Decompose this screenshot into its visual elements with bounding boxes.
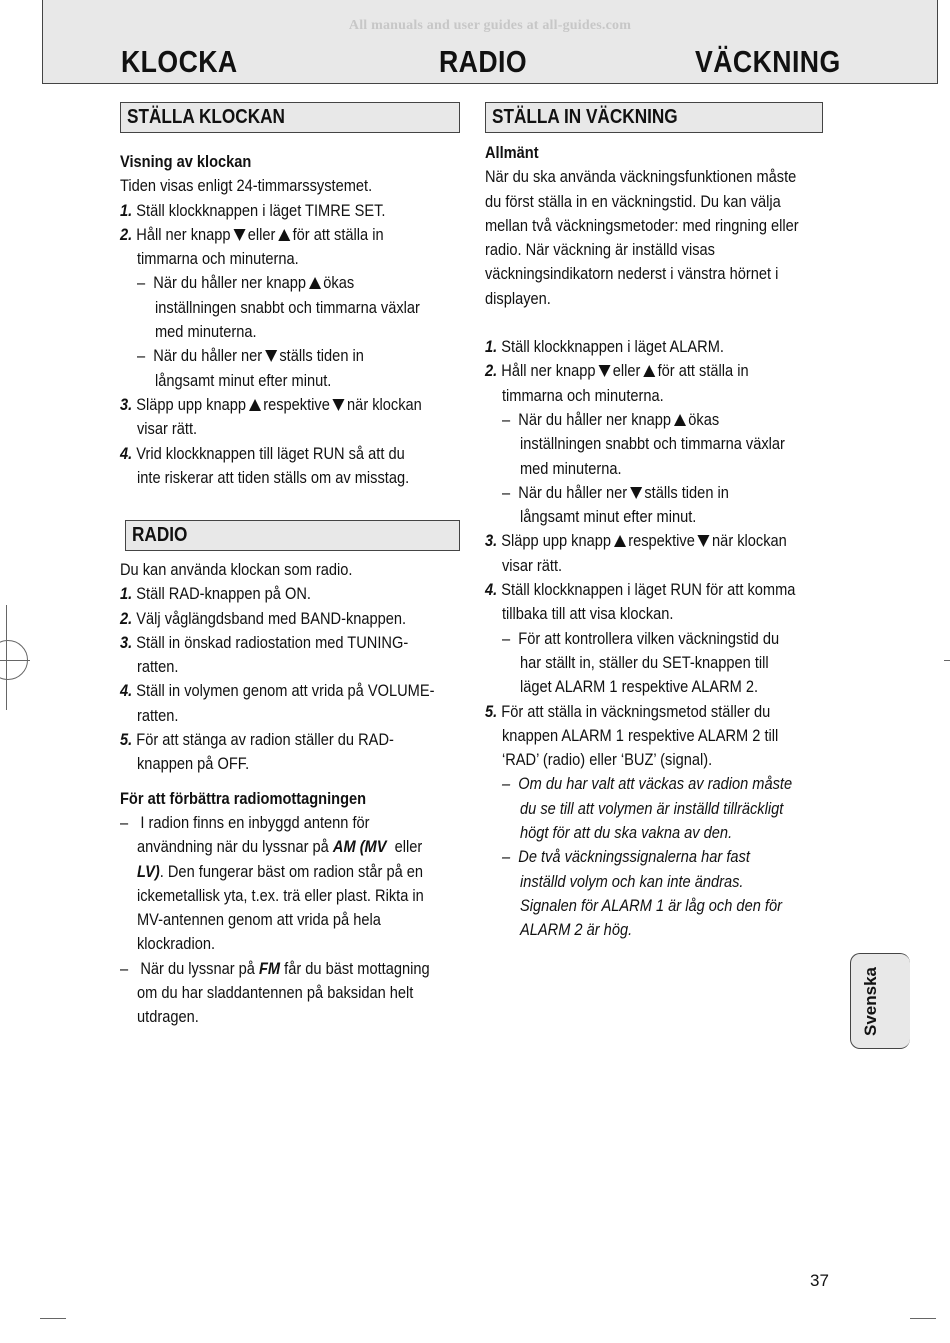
radio-improve-heading: För att förbättra radiomottagningen (120, 788, 367, 808)
clock-step-3-cont: visar rätt. (137, 419, 198, 439)
crop-mark (40, 1318, 66, 1319)
radio-step-3-cont: ratten. (137, 657, 179, 677)
radio-step-4: Ställ in volymen genom att vrida på VOLUME- (136, 681, 435, 701)
clock-step-4-cont: inte riskerar att tiden ställs om av misstag. (137, 467, 410, 487)
radio-tip-1-cont: MV-antennen genom att vrida på hela (137, 910, 381, 930)
clock-detail-2-text: ställs tiden in (279, 346, 364, 366)
alarm-detail-1: När du håller ner knapp (518, 409, 672, 429)
alarm-detail-5-cont: Signalen för ALARM 1 är låg och den för (520, 895, 782, 915)
alarm-step-4-cont: tillbaka till att visa klockan. (502, 604, 674, 624)
alarm-detail-2: När du håller ner (518, 482, 628, 502)
step-number: 1. (485, 337, 498, 357)
language-tab-label: Svenska (861, 967, 880, 1036)
alarm-step-3: Släpp upp knapp (501, 531, 612, 551)
alarm-general-text: mellan två väckningsmetoder: med ringning eller (485, 215, 799, 235)
clock-step-2-text: eller (247, 224, 276, 244)
fm-band-label: FM (258, 958, 281, 978)
up-arrow-icon (643, 365, 655, 377)
crop-mark (910, 1318, 936, 1319)
down-arrow-icon (697, 535, 709, 547)
radio-tip-1-text: eller (394, 837, 423, 857)
clock-step-2-text: för att ställa in (292, 224, 384, 244)
clock-step-3: Släpp upp knapp (136, 394, 247, 414)
alarm-step-2-cont: timmarna och minuterna. (502, 385, 664, 405)
clock-step-1: Ställ klockknappen i läget TIMRE SET. (136, 200, 386, 220)
section-heading-radio: RADIO (125, 520, 460, 551)
radio-tip-2-cont: om du har sladdantennen på baksidan helt (137, 983, 414, 1003)
alarm-step-2-text: eller (612, 361, 641, 381)
alarm-general-text: du först ställa in en väckningstid. Du kan välja (485, 191, 781, 211)
alarm-detail-4-cont: du se till att volymen är inställd tillräckligt (520, 798, 784, 818)
step-number: 4. (120, 443, 133, 463)
step-number: 5. (485, 701, 498, 721)
radio-tip-2: När du lyssnar på (140, 958, 255, 978)
dash: – (502, 774, 511, 794)
dash: – (502, 482, 511, 502)
up-arrow-icon (249, 399, 261, 411)
am-band-label: AM (MV (332, 837, 387, 857)
step-number: 5. (120, 730, 133, 750)
clock-detail-1-text: ökas (323, 273, 355, 293)
radio-step-1: Ställ RAD-knappen på ON. (136, 584, 311, 604)
clock-detail-1-cont: inställningen snabbt och timmarna växlar (155, 297, 420, 317)
alarm-step-3-text: respektive (628, 531, 695, 551)
lv-band-label: LV) (137, 861, 160, 881)
section-heading-clock: STÄLLA KLOCKAN (120, 102, 460, 133)
clock-step-4: Vrid klockknappen till läget RUN så att du (136, 443, 405, 463)
alarm-detail-1-cont: inställningen snabbt och timmarna växlar (520, 434, 785, 454)
alarm-detail-4-cont: högt för att du ska vakna av den. (520, 823, 733, 843)
dash: – (502, 628, 511, 648)
radio-tip-1-cont: ickemetallisk yta, t.ex. trä eller plast. Rikta in (137, 885, 424, 905)
alarm-detail-3: För att kontrollera vilken väckningstid du (518, 628, 780, 648)
clock-step-3-text: när klockan (347, 394, 422, 414)
radio-tip-1: I radion finns en inbyggd antenn för (140, 812, 370, 832)
radio-tip-1-cont: klockradion. (137, 934, 216, 954)
down-arrow-icon (598, 365, 610, 377)
alarm-detail-3-cont: har ställt in, ställer du SET-knappen till (520, 652, 769, 672)
step-number: 4. (485, 580, 498, 600)
alarm-section-body (485, 141, 905, 943)
step-number: 3. (120, 632, 133, 652)
alarm-general-text: När du ska använda väckningsfunktionen måste (485, 167, 797, 187)
step-number: 4. (120, 681, 133, 701)
down-arrow-icon (265, 350, 277, 362)
clock-step-2-cont: timmarna och minuterna. (137, 249, 299, 269)
radio-tip-1-text: användning när du lyssnar på (137, 837, 329, 857)
alarm-subheading: Allmänt (485, 143, 539, 162)
alarm-detail-2-cont: långsamt minut efter minut. (520, 507, 697, 527)
radio-step-2: Välj våglängdsband med BAND-knappen. (136, 608, 407, 628)
dash: – (120, 958, 129, 978)
radio-step-3: Ställ in önskad radiostation med TUNING- (136, 632, 409, 652)
section-heading-alarm: STÄLLA IN VÄCKNING (485, 102, 823, 133)
page-number: 37 (810, 1271, 829, 1290)
dash: – (120, 812, 129, 832)
alarm-detail-5-cont: inställd volym och kan inte ändras. (520, 871, 744, 891)
alarm-detail-4: Om du har valt att väckas av radion måste (518, 774, 793, 794)
up-arrow-icon (309, 277, 321, 289)
alarm-general-text: radio. När väckning är inställd visas (485, 240, 715, 260)
radio-step-4-cont: ratten. (137, 705, 179, 725)
clock-subheading: Visning av klockan (120, 152, 252, 171)
step-number: 2. (485, 361, 498, 381)
up-arrow-icon (674, 414, 686, 426)
dash: – (137, 346, 146, 366)
dash: – (502, 847, 511, 867)
alarm-detail-5: De två väckningssignalerna har fast (518, 847, 750, 867)
clock-detail-1-cont: med minuterna. (155, 322, 257, 342)
alarm-step-5-cont: ‘RAD’ (radio) eller ‘BUZ’ (signal). (502, 750, 713, 770)
down-arrow-icon (332, 399, 344, 411)
alarm-step-5-cont: knappen ALARM 1 respektive ALARM 2 till (502, 725, 779, 745)
clock-detail-2-cont: långsamt minut efter minut. (155, 370, 332, 390)
radio-tip-2-text: får du bäst mottagning (284, 958, 430, 978)
clock-detail-2: När du håller ner (153, 346, 263, 366)
alarm-detail-2-text: ställs tiden in (644, 482, 729, 502)
alarm-step-2-text: för att ställa in (657, 361, 749, 381)
registration-mark (944, 660, 950, 661)
title-klocka: KLOCKA (121, 44, 238, 79)
dash: – (502, 409, 511, 429)
alarm-step-5: För att ställa in väckningsmetod ställer du (501, 701, 771, 721)
title-radio: RADIO (439, 44, 528, 79)
clock-intro: Tiden visas enligt 24-timmarssystemet. (120, 176, 373, 196)
alarm-step-2: Håll ner knapp (501, 361, 596, 381)
alarm-general-text: väckningsindikatorn nederst i vänstra hörnet i (485, 264, 779, 284)
alarm-detail-1-cont: med minuterna. (520, 458, 622, 478)
clock-section-body (120, 150, 540, 490)
alarm-step-3-cont: visar rätt. (502, 555, 563, 575)
alarm-step-3-text: när klockan (712, 531, 787, 551)
up-arrow-icon (614, 535, 626, 547)
title-vackning: VÄCKNING (695, 44, 841, 79)
step-number: 3. (120, 394, 133, 414)
clock-detail-1: När du håller ner knapp (153, 273, 307, 293)
radio-tip-1-text: . Den fungerar bäst om radion står på en (159, 861, 424, 881)
radio-step-5: För att stänga av radion ställer du RAD- (136, 730, 394, 750)
clock-step-3-text: respektive (263, 394, 330, 414)
alarm-detail-1-text: ökas (688, 409, 720, 429)
radio-intro: Du kan använda klockan som radio. (120, 560, 353, 579)
alarm-detail-5-cont: ALARM 2 är hög. (520, 920, 633, 940)
registration-circle (0, 640, 28, 680)
radio-tip-2-cont: utdragen. (137, 1007, 199, 1027)
down-arrow-icon (630, 487, 642, 499)
radio-section-body (120, 558, 540, 1030)
watermark: All manuals and user guides at all-guides.com (348, 18, 632, 33)
step-number: 1. (120, 200, 133, 220)
step-number: 3. (485, 531, 498, 551)
step-number: 1. (120, 584, 133, 604)
header-banner (42, 0, 938, 84)
alarm-step-1: Ställ klockknappen i läget ALARM. (501, 337, 724, 357)
alarm-general-text: displayen. (485, 288, 551, 308)
step-number: 2. (120, 608, 133, 628)
down-arrow-icon (233, 229, 245, 241)
dash: – (137, 273, 146, 293)
language-tab (850, 953, 910, 1049)
alarm-step-4: Ställ klockknappen i läget RUN för att komma (501, 580, 796, 600)
radio-step-5-cont: knappen på OFF. (137, 754, 250, 774)
up-arrow-icon (278, 229, 290, 241)
step-number: 2. (120, 224, 133, 244)
alarm-detail-3-cont: läget ALARM 1 respektive ALARM 2. (520, 677, 759, 697)
clock-step-2: Håll ner knapp (136, 224, 231, 244)
